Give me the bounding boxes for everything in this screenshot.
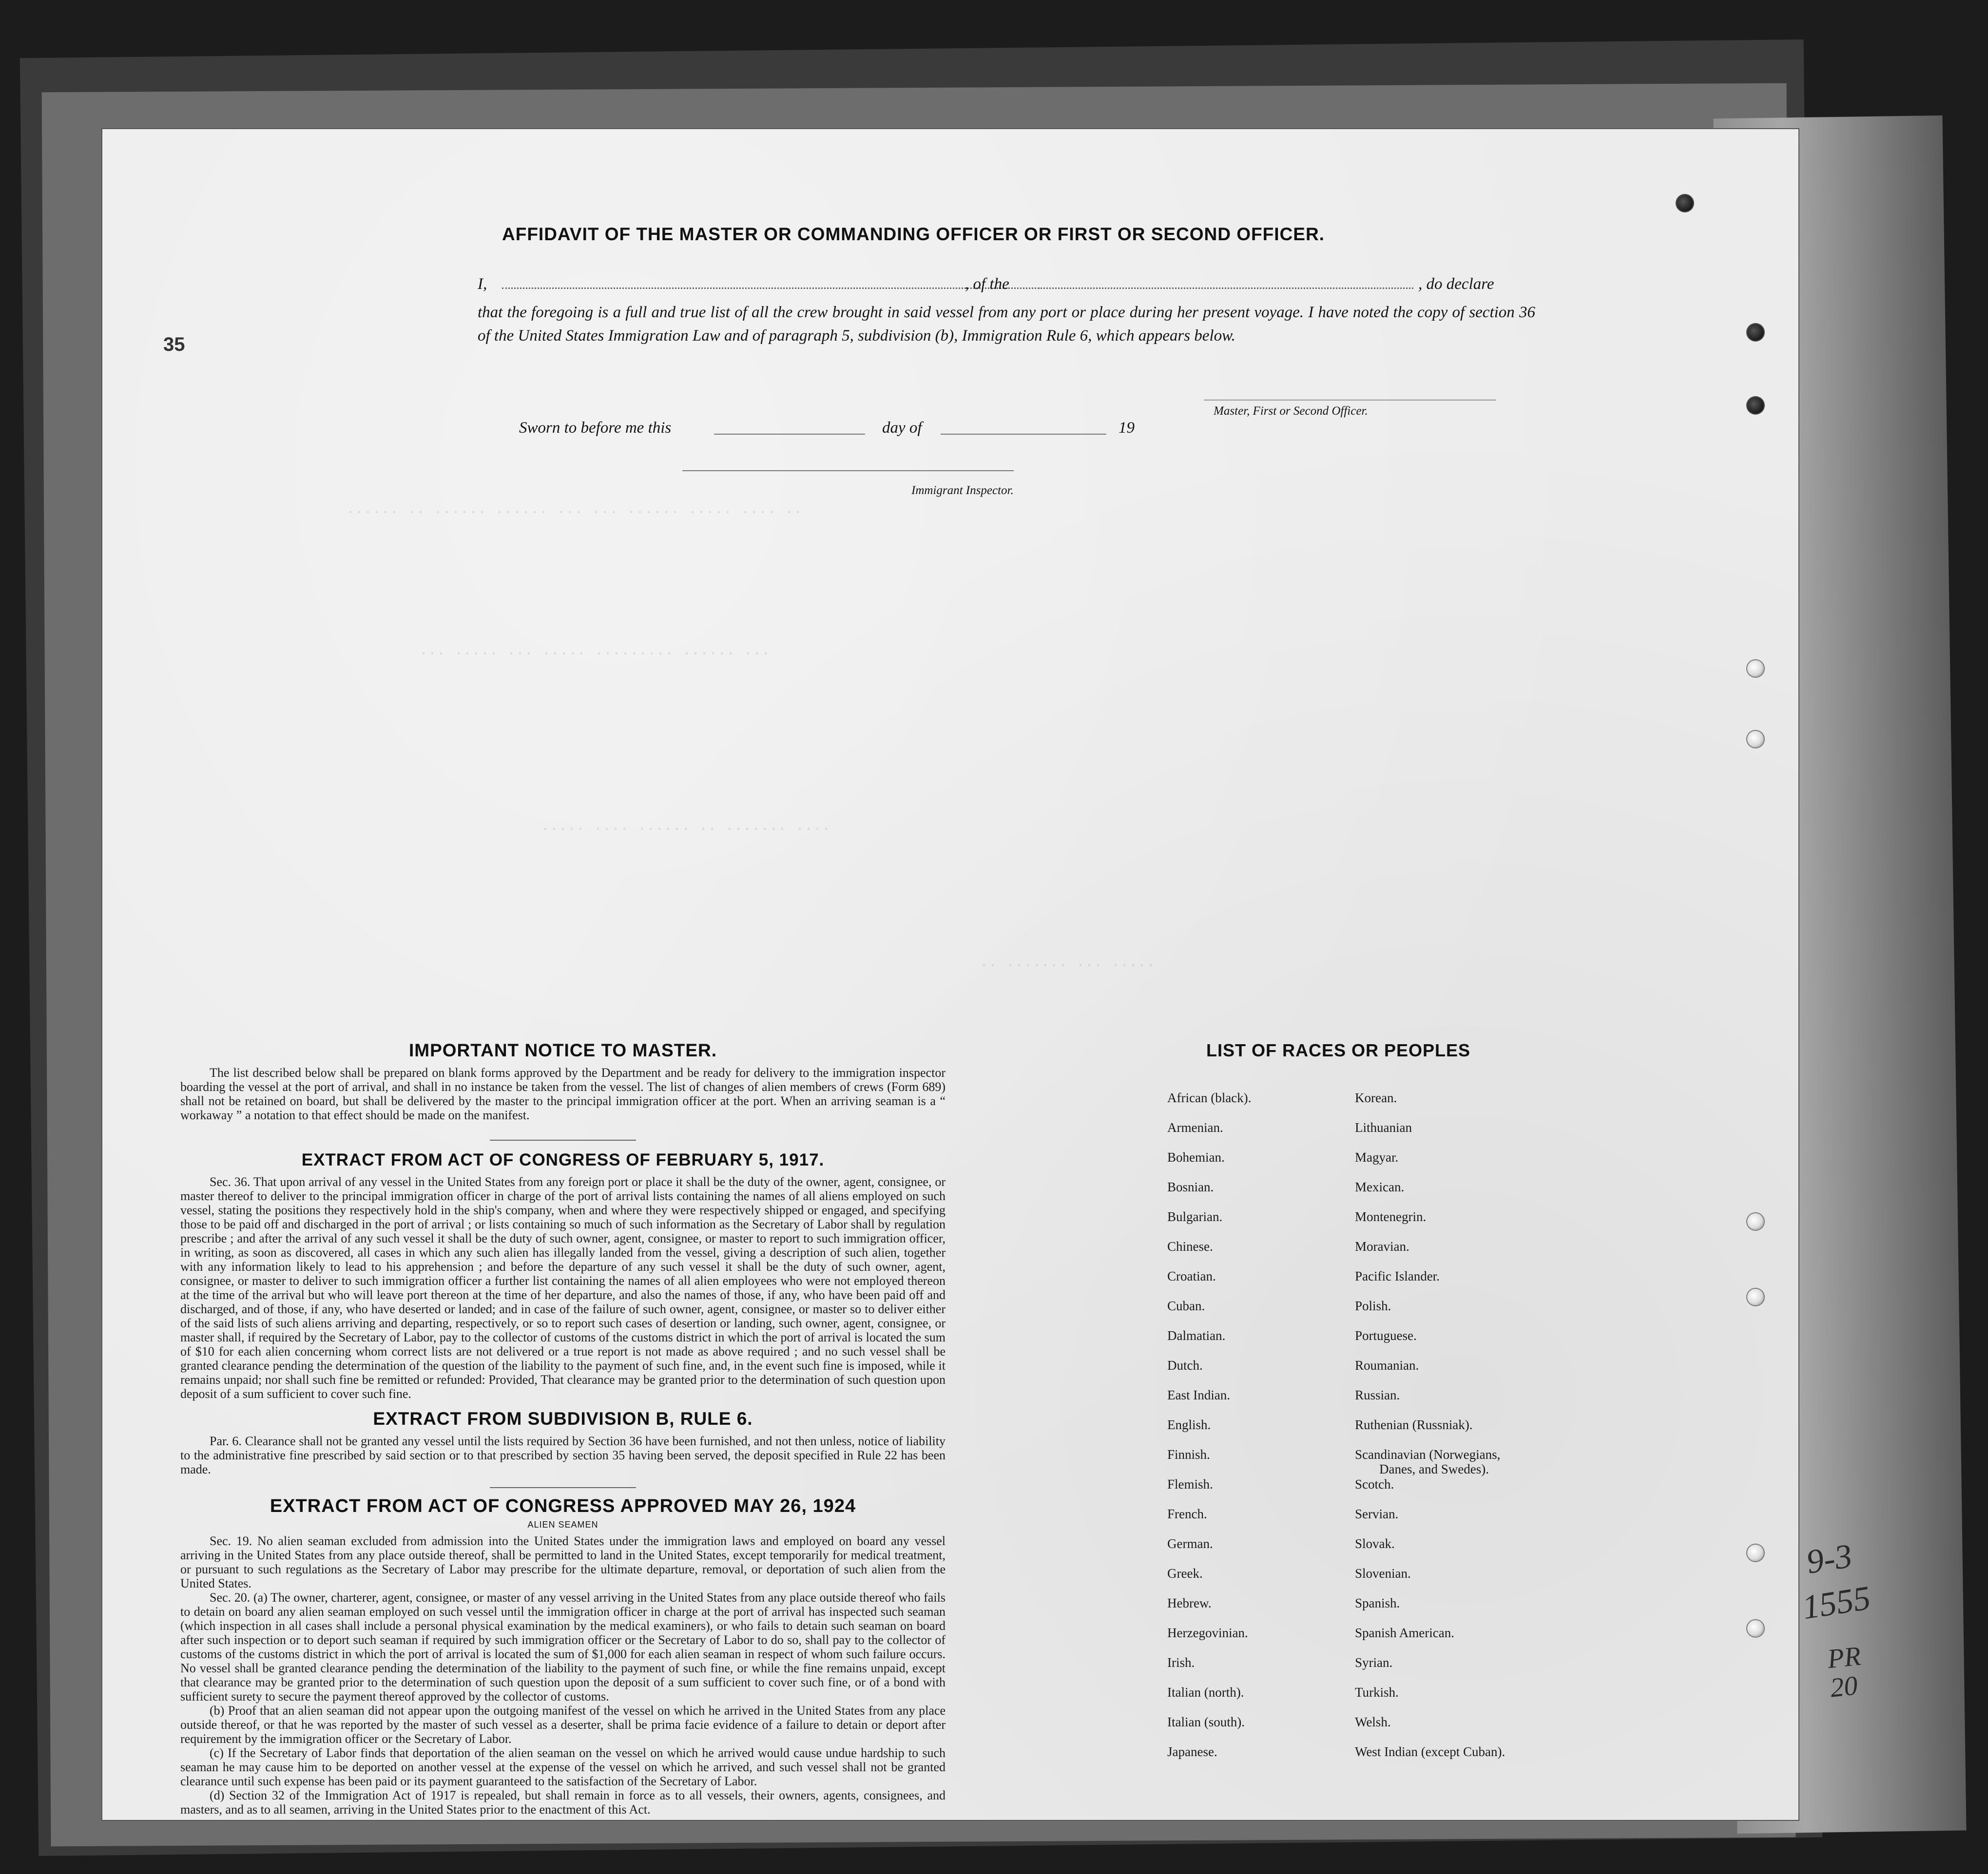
subdivision-title: EXTRACT FROM SUBDIVISION B, RULE 6. [373,1409,753,1429]
extract-1924-sec20d: (d) Section 32 of the Immigration Act of 1917 is repealed, but shall remain in force as to all vessels, their owners, agents, consignees, and masters, and as to all seamen, arriving in the United States prior to the enactment of this Act. [180,1788,946,1817]
inspector-signature-line[interactable] [682,470,1014,471]
margin-number: 35 [163,334,185,355]
bleed-through: ····· ···· ······ ·· ······· ···· [541,821,831,838]
bleed-through: ·· ······· ··· ····· [980,957,1156,974]
race-item: Italian (south). [1167,1715,1245,1729]
affidavit-body: that the foregoing is a full and true list of all the crew brought in said vessel from any port or place during her present voyage. I have noted the copy of section 36 of the United States Immigration Law and of paragraph 5, subdivision (b), Immigration Rule 6, which appears below. [478,304,1535,344]
race-item: Bosnian. [1167,1180,1214,1194]
subdivision-body: Par. 6. Clearance shall not be granted any vessel until the lists required by Section 36 have been furnished, and not then unless, notice of liability to the administrative fine prescribed by said section or to that prescribed by section 35 having been served, the deposit specified in Rule 22 has been made. [180,1434,946,1476]
vessel-name-line[interactable] [1038,287,1413,289]
handwritten-note: 9-3 [1804,1537,1855,1582]
race-item: English. [1167,1417,1211,1432]
race-item: Korean. [1355,1090,1397,1105]
extract-1917-body: Sec. 36. That upon arrival of any vessel in the United States from any foreign port or place it shall be the duty of the owner, agent, consignee, or master thereof to deliver to the principal immigration officer in charge of the port of arrival lists containing the names of all aliens employed on such vessel, stating the positions they respectively hold in the ship's company, when and where they were respectively shipped or engaged, and specifying those to be paid off and discharged in the port of arrival ; or lists containing so much of such information as the Secretary of Labor shall by regulation prescribe ; and after the arrival of any such vessel it shall be the duty of such owner, agent, consignee, or master to report to such immigration officer, in writing, as soon as discovered, all cases in which any such alien has illegally landed from the vessel, giving a description of such alien, together with any information likely to lead to his apprehension ; and before the departure of any such vessel it shall be the duty of such owner, agent, consignee, or master to deliver to such immigration officer a further list containing the names of all alien employees who were not employed thereon at the time of the arrival but who will leave port thereon at the time of her departure, and also the names of those, if any, who have been paid off and discharged, and of those, if any, who have deserted or landed; and in case of the failure of such owner, agent, consignee, or master so to deliver either of the said lists of such aliens arriving and departing, respectively, or so to report such cases of desertion or landing, such owner, agent, consignee, or master shall, if required by the Secretary of Labor, pay to the collector of customs of the customs district in which the port of arrival is located the sum of $10 for each alien concerning whom correct lists are not delivered or a true report is not made as above required ; and no such vessel shall be granted clearance pending the determination of the question of the liability to the payment of such fine, and, in the event such fine is imposed, while it remains unpaid; nor shall such fine be remitted or refunded: Provided, That clearance may be granted prior to the determination of such question upon deposit of a sum sufficient to cover such fine. [180,1175,946,1401]
master-signature-line[interactable] [1204,400,1496,401]
sworn-month-line[interactable] [941,434,1106,435]
race-item: Turkish. [1355,1685,1399,1700]
handwritten-note: PR [1826,1641,1862,1675]
race-item: Pacific Islander. [1355,1269,1440,1283]
race-item: Japanese. [1167,1744,1217,1759]
race-item: Italian (north). [1167,1685,1244,1700]
race-item: Syrian. [1355,1655,1393,1670]
race-item: Magyar. [1355,1150,1399,1165]
affidavit-title: AFFIDAVIT OF THE MASTER OR COMMANDING OFFICER OR FIRST OR SECOND OFFICER. [502,224,1325,244]
race-item: West Indian (except Cuban). [1355,1744,1505,1759]
race-item: Slovak. [1355,1536,1395,1551]
master-signature-caption: Master, First or Second Officer. [1214,404,1368,418]
race-item: Flemish. [1167,1477,1213,1492]
race-item: Welsh. [1355,1715,1391,1729]
races-title: LIST OF RACES OR PEOPLES [1206,1040,1471,1060]
punch-hole [1747,1289,1764,1305]
punch-hole [1747,1620,1764,1637]
section-divider [490,1487,636,1488]
punch-hole [1677,195,1693,211]
race-item: Irish. [1167,1655,1195,1670]
race-item: Hebrew. [1167,1596,1212,1610]
race-item: Greek. [1167,1566,1203,1581]
race-item: Moravian. [1355,1239,1409,1254]
race-item: Servian. [1355,1507,1399,1521]
affidavit-declare-suffix: , do declare [1418,275,1494,293]
race-item: African (black). [1167,1090,1252,1105]
race-item: Spanish American. [1355,1625,1454,1640]
inspector-caption: Immigrant Inspector. [911,484,1014,497]
affidavit-declarant-prefix: I, [478,275,487,293]
extract-1917-title: EXTRACT FROM ACT OF CONGRESS OF FEBRUARY 5, 1917. [301,1150,825,1169]
race-item: Mexican. [1355,1180,1405,1194]
punch-hole [1747,731,1764,747]
document-page [102,129,1798,1820]
punch-hole [1747,324,1764,341]
punch-hole [1747,397,1764,414]
race-item: Russian. [1355,1388,1400,1402]
race-item: Ruthenian (Russniak). [1355,1417,1473,1432]
bleed-through: ··· ····· ··· ····· ········· ······ ··· [419,646,771,662]
extract-1924-sec19: Sec. 19. No alien seaman excluded from admission into the United States under the immigration laws and employed on board any vessel arriving in the United States from any place outside thereof, shall be permitted to land in the United States, except temporarily for medical treatment, or pursuant to such regulations as the Secretary of Labor may prescribe for the ultimate departure, removal, or deportation of such alien from the United States. [180,1534,946,1590]
handwritten-note: 20 [1829,1670,1859,1703]
extract-1924-sec20c: (c) If the Secretary of Labor finds that deportation of the alien seaman on the vessel on which he arrived would cause undue hardship to such seaman he may cause him to be deported on another vessel at the expense of the vessel on which he arrived, and such vessel shall not be granted clearance until such expense has been paid or its payment guaranteed to the satisfaction of the Secretary of Labor. [180,1746,946,1788]
race-item: Dalmatian. [1167,1328,1226,1343]
race-item: Chinese. [1167,1239,1213,1254]
race-item: German. [1167,1536,1213,1551]
race-item: Dutch. [1167,1358,1203,1373]
race-item: East Indian. [1167,1388,1230,1402]
notices-column [180,1040,946,1817]
extract-1924-subtitle: ALIEN SEAMEN [527,1520,598,1530]
race-item: Armenian. [1167,1120,1223,1135]
extract-1924-sec20b: (b) Proof that an alien seaman did not appear upon the outgoing manifest of the vessel on which he arrived in the United States from any place outside thereof, or that he was reported by the master of such vessel as a deserter, shall be prima facie evidence of a failure to detain or deport after requirement by the immigration officer or the Secretary of Labor. [180,1703,946,1746]
sworn-prefix: Sworn to before me this [519,419,672,437]
race-item: Bohemian. [1167,1150,1225,1165]
race-item: Lithuanian [1355,1120,1412,1135]
bleed-through: ······ ·· ······ ······ ··· ··· ······ ····· ···· ·· [346,504,803,521]
race-item: Scotch. [1355,1477,1394,1492]
race-item: Herzegovinian. [1167,1625,1248,1640]
race-item: Slovenian. [1355,1566,1411,1581]
sworn-day-of: day of [882,419,922,437]
race-item-continuation: Danes, and Swedes). [1379,1462,1489,1476]
race-item: Portuguese. [1355,1328,1417,1343]
race-item: Bulgarian. [1167,1209,1223,1224]
punch-hole [1747,660,1764,677]
race-item: Roumanian. [1355,1358,1419,1373]
extract-1924-title: EXTRACT FROM ACT OF CONGRESS APPROVED MAY 26, 1924 [270,1496,856,1516]
race-item: French. [1167,1507,1207,1521]
section-divider [490,1140,636,1141]
race-item: Cuban. [1167,1299,1205,1313]
race-item: Montenegrin. [1355,1209,1427,1224]
race-item: Spanish. [1355,1596,1400,1610]
race-item: Finnish. [1167,1447,1210,1462]
race-item: Croatian. [1167,1269,1216,1283]
notice-body: The list described below shall be prepared on blank forms approved by the Department and be ready for delivery to the immigration inspector boarding the vessel at the port of arrival, and shall in no instance be taken from the vessel. The list of changes of alien members of crews (Form 689) shall not be retained on board, but shall be delivered by the master to the principal immigration officer at the port. When an arriving seaman is a “ workaway ” a notation to that effect should be made on the manifest. [180,1066,946,1122]
handwritten-note: 1555 [1799,1579,1873,1627]
punch-hole [1747,1545,1764,1561]
notice-title: IMPORTANT NOTICE TO MASTER. [408,1040,717,1060]
punch-hole [1747,1213,1764,1230]
race-item: Scandinavian (Norwegians, [1355,1447,1501,1462]
affidavit-vessel-prefix: , of the [965,275,1009,293]
sworn-year: 19 [1119,419,1135,437]
extract-1924-sec20a: Sec. 20. (a) The owner, charterer, agent, consignee, or master of any vessel arriving in the United States from any place outside thereof who fails to detain on board any alien seaman employed on such vessel until the immigration officer in charge at the port of arrival has inspected such seaman (which inspection in all cases shall include a personal physical examination by the medical examiners), or who fails to detain such seaman on board after such inspection or to deport such seaman if required by such immigration officer or the Secretary of Labor to do so, shall pay to the collector of customs of the customs district in which the port of arrival is located the sum of $1,000 for each alien seaman in respect of whom such failure occurs. No vessel shall be granted clearance pending the determination of the liability to the payment of such fine, or while the fine remains unpaid, except that clearance may be granted prior to the determination of such question upon the deposit of a sum sufficient to cover such fine, or of a bond with sufficient surety to secure the payment thereof approved by the collector of customs. [180,1590,946,1703]
race-item: Polish. [1355,1299,1391,1313]
sworn-day-line[interactable] [714,434,865,435]
